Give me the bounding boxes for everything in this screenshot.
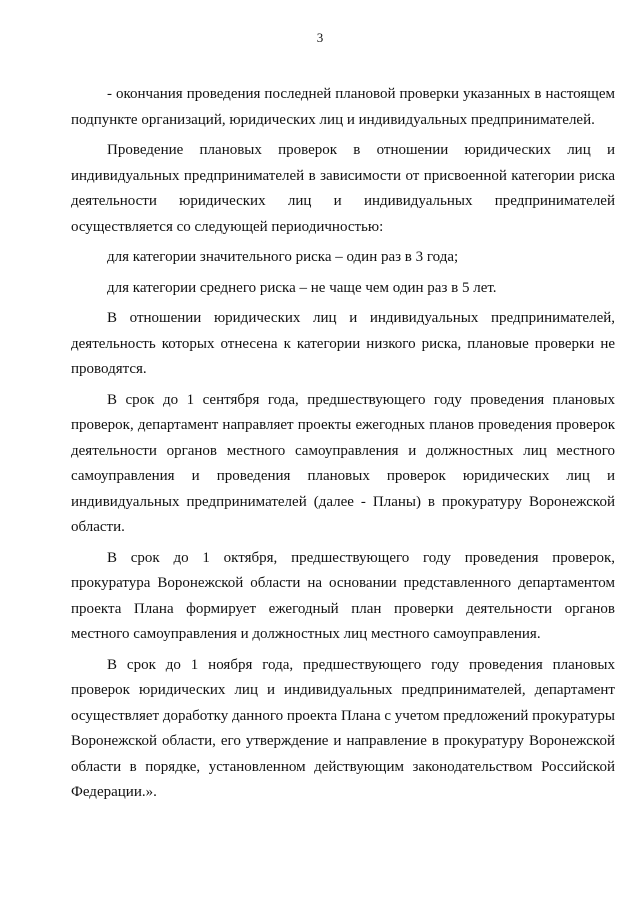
paragraph-last-inspection-end: - окончания проведения последней плановой проверки указанных в настоящем подпункте организаций, юридических лиц и индивидуальных предпринимателей.	[71, 86, 615, 128]
paragraph-deadline-november: В срок до 1 ноября года, предшествующего году проведения плановых проверок юридических лиц и индивидуальных предпринимателей, департамент осуществляет доработку данного проекта Плана с учетом предложений прокуратуры Воронежской области, его утверждение и направление в прокуратуру Воронежской области в порядке, установленном действующим законодательством Российской Федерации.».	[71, 656, 615, 800]
paragraph-inspection-periodicity: Проведение плановых проверок в отношении юридических лиц и индивидуальных предпринимателей в зависимости от присвоенной категории риска деятельности юридических лиц и индивидуальных предпринимателей осуществляется со следующей периодичностью:	[71, 142, 615, 235]
paragraph-low-risk: В отношении юридических лиц и индивидуальных предпринимателей, деятельность которых отнесена к категории низкого риска, плановые проверки не проводятся.	[71, 310, 615, 377]
paragraph-deadline-october: В срок до 1 октября, предшествующего году проведения проверок, прокуратура Воронежской области на основании представленного департаментом проекта Плана формирует ежегодный план проверки деятельности органов местного самоуправления и должностных лиц местного самоуправления.	[71, 549, 615, 642]
list-item-medium-risk: для категории среднего риска – не чаще чем один раз в 5 лет.	[107, 279, 497, 296]
document-body	[71, 82, 615, 811]
list-item-significant-risk: для категории значительного риска – один раз в 3 года;	[107, 249, 459, 265]
page-number: 3	[316, 30, 324, 45]
paragraph-deadline-september: В срок до 1 сентября года, предшествующего году проведения плановых проверок, департамент направляет проекты ежегодных планов проведения проверок деятельности органов местного самоуправления и должностных лиц местного самоуправления и проведения плановых проверок юридических лиц и индивидуальных предпринимателей (далее - Планы) в прокуратуру Воронежской области.	[71, 391, 615, 535]
